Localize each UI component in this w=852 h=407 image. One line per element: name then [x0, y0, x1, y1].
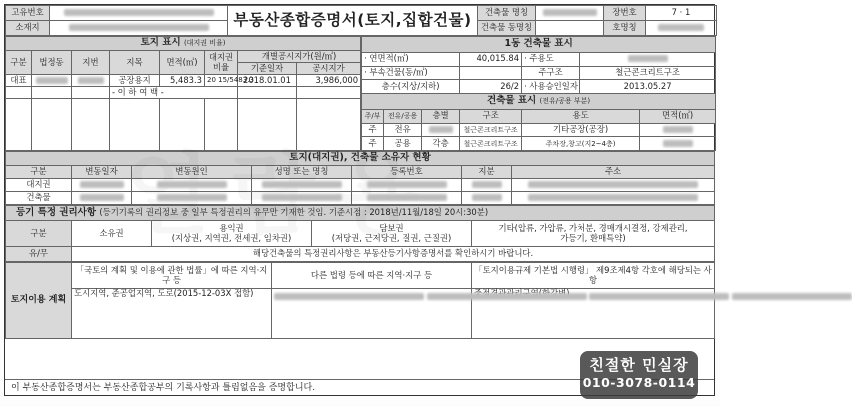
building-table — [361, 36, 716, 151]
owner-header-change-date: 변동일자 — [72, 166, 132, 179]
stamp-phone: 010-3078-0114 — [582, 375, 696, 390]
rights-section-title: 등기 특정 권리사항 (등기기록의 권리정보 중 일부 특정권리의 유무만 기재한 것임. 기준시점 : 2018년/11월/18일 20시:30분) — [6, 206, 715, 221]
unit-row1-structure: 철근콘크리트구조 — [460, 123, 522, 137]
land-header-price: 개별공시지가(원/㎡) — [238, 51, 361, 63]
unit-row2-structure: 철근콘크리트구조 — [460, 137, 522, 151]
rights-header-security: 담보권 (저당권, 근저당권, 질권, 근질권) — [312, 221, 472, 247]
unit-header-main: 주/부 — [362, 109, 384, 123]
certificate-sheet — [4, 4, 715, 396]
page-label: 장번호 — [604, 6, 646, 21]
unit-row2-type: 공용 — [384, 137, 422, 151]
unit-row2-use: 주차장,창고(지2~4층) — [522, 137, 640, 151]
land-header-ratio: 대지권 비율 — [205, 51, 238, 75]
rights-header-division: 구분 — [6, 221, 72, 247]
building-dong-label: 건축물 동명칭 — [478, 21, 536, 36]
land-use-col1-value: 도시지역, 준공업지역, 도로(2015-12-03X 접함) — [72, 289, 272, 339]
rights-row-label: 유/무 — [6, 247, 72, 262]
unit-row2-area — [640, 137, 716, 151]
contact-stamp — [580, 351, 698, 399]
floor-area-value: 40,015.84 — [460, 52, 522, 66]
land-use-col2-value — [272, 289, 472, 339]
land-table — [5, 36, 361, 151]
structure-label: 주구조 — [522, 66, 580, 80]
main-use-label: · 주용도 — [522, 52, 580, 66]
land-row-price: 3,986,000 — [297, 75, 361, 87]
approval-date-value: 2013.05.27 — [580, 80, 716, 94]
rights-table — [5, 205, 715, 262]
document-title: 부동산종합증명서(토지,집합건물) — [228, 6, 478, 36]
unit-row1-floor — [422, 123, 460, 137]
rights-note: 해당건축물의 특정권리사항은 부동산등기사항증명서를 확인하시기 바랍니다. — [72, 247, 715, 262]
land-header-category: 지목 — [110, 51, 160, 75]
unit-row1-main: 주 — [362, 123, 384, 137]
unit-row1-type: 전유 — [384, 123, 422, 137]
unit-row1-use: 기타공장(공장) — [522, 123, 640, 137]
owner-header-address: 주소 — [512, 166, 715, 179]
owner-header-name: 성명 또는 명칭 — [252, 166, 352, 179]
land-row-legal-dong — [32, 75, 72, 87]
owner-section-title: 토지(대지권), 건축물 소유자 현황 — [6, 152, 715, 166]
structure-value: 철근콘크리트구조 — [580, 66, 716, 80]
annex-label: · 부속건물(동/㎡) — [362, 66, 460, 80]
land-header-legal-dong: 법정동 — [32, 51, 72, 75]
land-header-public-price: 공시지가 — [297, 63, 361, 75]
land-blank-note: - 이 하 여 백 - — [110, 87, 238, 99]
owner-table — [5, 151, 715, 205]
land-row-category: 공장용지 — [110, 75, 160, 87]
floors-value: 26/2 — [460, 80, 522, 94]
rights-header-other: 기타(압류, 가압류, 가처분, 경매개시결정, 강제관리, 가등기, 환매특약) — [472, 221, 715, 247]
unit-section-title: 건축물 표시 (전유/공용 부분) — [362, 93, 716, 109]
land-use-col1-header: 「국토의 계획 및 이용에 관한 법률」에 따른 지역·지구 등 — [72, 263, 272, 289]
floor-area-label: · 연면적(㎡) — [362, 52, 460, 66]
land-use-table — [5, 262, 715, 339]
unit-header-structure: 구조 — [460, 109, 522, 123]
floors-label: 층수(지상/지하) — [362, 80, 460, 94]
building-dong-value — [536, 21, 604, 36]
approval-date-label: · 사용승인일자 — [522, 80, 580, 94]
owner-header-share: 지분 — [462, 166, 512, 179]
land-header-lot: 지번 — [72, 51, 110, 75]
unique-no-label: 고유번호 — [6, 6, 50, 21]
location-label: 소재지 — [6, 21, 50, 36]
annex-value — [460, 66, 522, 80]
main-use-value — [580, 52, 716, 66]
building-section-title: 1동 건축물 표시 — [362, 37, 716, 53]
rights-header-usufruct: 용익권 (지상권, 지역권, 전세권, 임차권) — [152, 221, 312, 247]
unit-row1-area — [640, 123, 716, 137]
land-row-base-date: 2018.01.01 — [238, 75, 297, 87]
owner-row1-division: 대지권 — [6, 179, 72, 192]
rights-header-ownership: 소유권 — [72, 221, 152, 247]
land-header-area: 면적(㎡) — [160, 51, 205, 75]
building-name-value — [536, 6, 604, 21]
land-header-division: 구분 — [6, 51, 32, 75]
land-section-title: 토지 표시 (대지권 비율) — [6, 37, 361, 51]
stamp-name: 친절한 민실장 — [589, 356, 689, 374]
unit-row2-main: 주 — [362, 137, 384, 151]
owner-header-change-cause: 변동원인 — [132, 166, 252, 179]
header-table — [5, 5, 717, 36]
land-use-label: 토지이용 계획 — [6, 263, 72, 339]
owner-header-division: 구분 — [6, 166, 72, 179]
unit-value — [646, 21, 717, 36]
owner-header-reg-no: 등록번호 — [352, 166, 462, 179]
page-value: 7 · 1 — [646, 6, 717, 21]
unique-no-value — [50, 6, 228, 21]
land-row-area: 5,483.3 — [160, 75, 205, 87]
land-use-col3-header: 「토지이용규제 기본법 시행령」 제9조제4항 각호에 해당되는 사항 — [472, 263, 715, 289]
unit-header-type: 전유/공용 — [384, 109, 422, 123]
owner-row2-division: 건축물 — [6, 192, 72, 205]
land-row-ratio: 20 15/5483.3 — [205, 75, 238, 87]
location-value — [50, 21, 228, 36]
unit-row2-floor: 각층 — [422, 137, 460, 151]
land-use-col2-header: 다른 법령 등에 따른 지역·지구 등 — [272, 263, 472, 289]
building-name-label: 건축물 명칭 — [478, 6, 536, 21]
unit-header-use: 용도 — [522, 109, 640, 123]
unit-label: 호명칭 — [604, 21, 646, 36]
land-row-division: 대표 — [6, 75, 32, 87]
unit-header-area: 면적(㎡) — [640, 109, 716, 123]
unit-header-floor: 층별 — [422, 109, 460, 123]
land-header-base-date: 기준일자 — [238, 63, 297, 75]
land-row-lot — [72, 75, 110, 87]
certificate-footer: 이 부동산종합증명서는 부동산종합공부의 기록사항과 틀림없음을 증명합니다. — [5, 379, 714, 395]
